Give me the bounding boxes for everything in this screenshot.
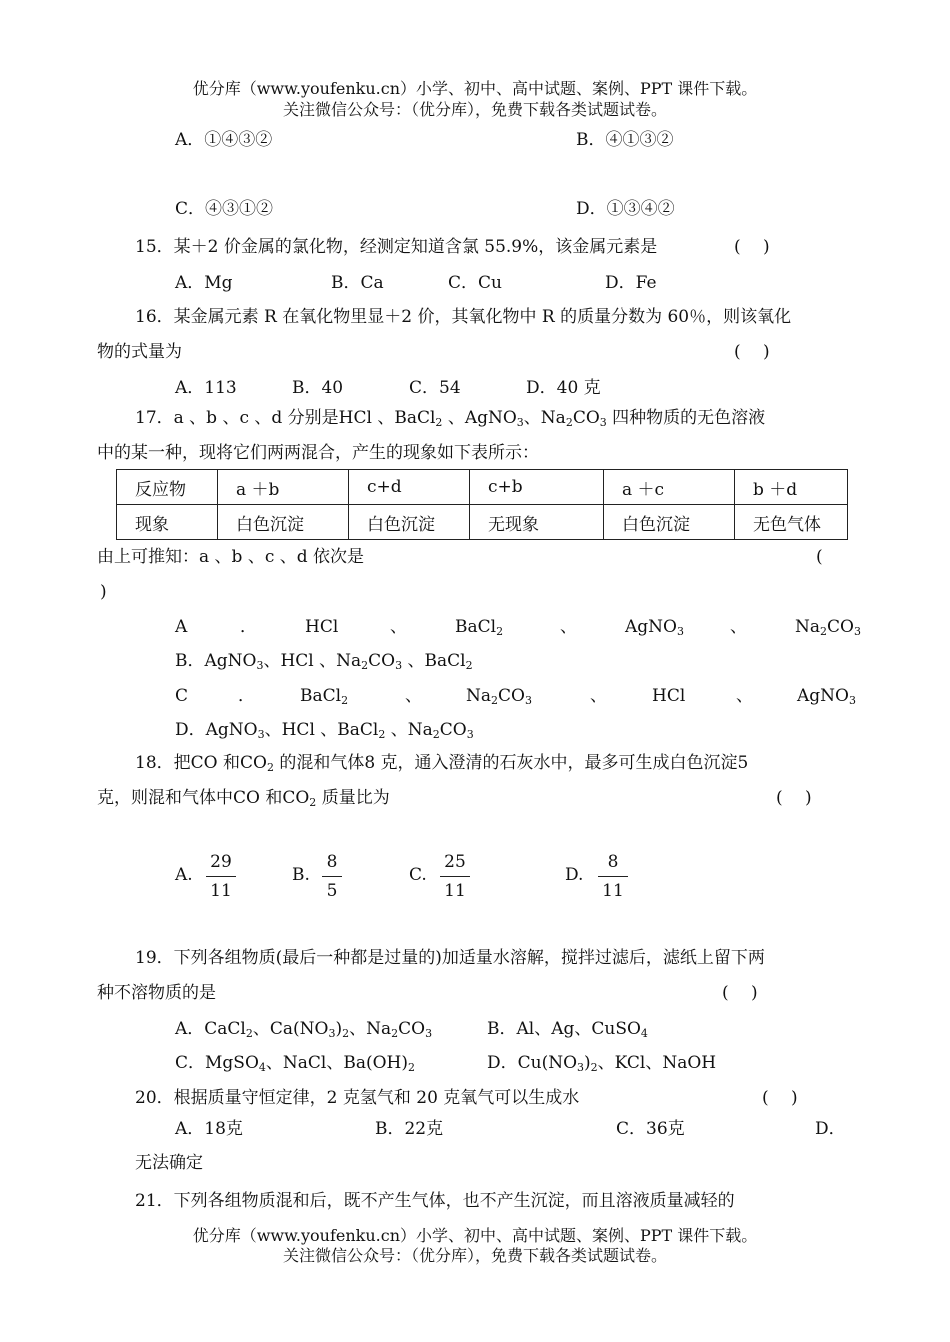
q15-option-c: C．Cu: [448, 273, 502, 293]
q17-option-d: D．AgNO$_3$、HCl 、BaCl$_2$ 、$Na_2CO_3$: [175, 720, 474, 741]
q17-option-a-4: $Na_2CO_3$: [795, 617, 861, 638]
q17-option-a-sep: 、: [390, 617, 407, 637]
q17-option-c-1: BaCl$_2$: [300, 686, 349, 707]
q18-option-a-fraction: [206, 851, 236, 902]
q15-option-a: A．Mg: [175, 273, 233, 293]
q18-stem-line1: 18．把CO 和$CO_2$ 的混和气体8 克，通入澄清的石灰水中，最多可生成白色沉淀5: [135, 753, 749, 774]
q17-option-a-3: AgNO$_3$: [625, 617, 684, 638]
q16-option-d: D．40 克: [526, 378, 601, 398]
q17-option-c-sep: 、: [590, 686, 607, 706]
q17-after-line: 由上可推知：a 、b 、c 、d 依次是: [97, 547, 365, 567]
q18-option-b-fraction: [322, 851, 342, 902]
q19-paren: ( ): [722, 983, 758, 1003]
q17-stem-line2: 中的某一种，现将它们两两混合，产生的现象如下表所示：: [97, 443, 539, 463]
page-footer-line1: 优分库（www.youfenku.cn）小学、初中、高中试题、案例、PPT 课件下载。: [192, 1226, 758, 1245]
table-cell: b ＋d: [735, 470, 848, 505]
q14-option-b: B．④①③②: [576, 130, 674, 150]
q21-stem: 21．下列各组物质混和后，既不产生气体，也不产生沉淀，而且溶液质量减轻的: [135, 1191, 735, 1211]
q17-paren-open: (: [816, 547, 823, 567]
denominator: 11: [444, 881, 466, 901]
reaction-table: [116, 469, 848, 540]
table-cell: 白色沉淀: [349, 505, 470, 540]
q17-option-c-2: $Na_2CO_3$: [466, 686, 532, 707]
q20-option-b: B．22克: [375, 1119, 444, 1139]
table-cell: 白色沉淀: [218, 505, 349, 540]
table-cell: 白色沉淀: [604, 505, 735, 540]
q14-option-a: A．①④③②: [175, 130, 273, 150]
page-header-line2: 关注微信公众号：（优分库），免费下载各类试题试卷。: [282, 100, 667, 119]
q20-option-c: C．36克: [616, 1119, 685, 1139]
q17-option-c-sep: 、: [736, 686, 753, 706]
q16-stem-line1: 16．某金属元素 R 在氧化物里显＋2 价，其氧化物中 R 的质量分数为 60％，则该氧化: [135, 307, 792, 327]
numerator: 25: [444, 852, 466, 872]
q17-stem-line1: 17．a 、b 、c 、d 分别是HCl 、BaCl$_2$ 、AgNO$_3$、$Na_2CO_3$ 四种物质的无色溶液: [135, 408, 766, 429]
q20-stem: 20．根据质量守恒定律，2 克氢气和 20 克氧气可以生成水: [135, 1088, 580, 1108]
denominator: 11: [210, 881, 232, 901]
q17-option-c-label: C: [175, 686, 189, 706]
table-cell: 现象: [117, 505, 218, 540]
q17-option-a-sep: 、: [730, 617, 747, 637]
q19-option-c: C．MgSO$_4$、NaCl、$Ba(OH)_2$: [175, 1053, 415, 1074]
q18-option-d-label: D.: [565, 865, 584, 885]
numerator: 8: [326, 852, 338, 872]
q18-stem-line2: 克，则混和气体中CO 和$CO_2$ 质量比为: [97, 788, 390, 809]
q16-option-b: B．40: [292, 378, 344, 398]
q18-option-d-fraction: [598, 851, 628, 902]
table-row: [117, 470, 848, 505]
q17-option-a-label: A: [175, 617, 188, 637]
q16-paren: ( ): [734, 342, 770, 362]
q17-option-a-1: HCl: [305, 617, 339, 637]
table-cell: a ＋c: [604, 470, 735, 505]
q15-paren: ( ): [734, 237, 770, 257]
q17-option-a-sep: 、: [560, 617, 577, 637]
q17-option-a-dot: ．: [240, 617, 257, 637]
q15-option-b: B．Ca: [331, 273, 384, 293]
q18-option-c-fraction: [440, 851, 470, 902]
q18-paren: ( ): [776, 788, 812, 808]
table-cell: 无现象: [470, 505, 604, 540]
q17-option-a-2: BaCl$_2$: [455, 617, 504, 638]
page-footer-line2: 关注微信公众号：（优分库），免费下载各类试题试卷。: [282, 1246, 667, 1265]
q14-option-c: C．④③①②: [175, 199, 274, 219]
q18-option-a-label: A.: [175, 865, 193, 885]
q20-option-a: A．18克: [175, 1119, 243, 1139]
q19-option-d: D．$Cu(NO_3)_2$、KCl、NaOH: [487, 1053, 717, 1074]
numerator: 8: [607, 852, 619, 872]
q17-option-c-4: AgNO$_3$: [797, 686, 856, 707]
q15-option-d: D．Fe: [605, 273, 657, 293]
table-cell: 无色气体: [735, 505, 848, 540]
table-row: [117, 505, 848, 540]
table-cell: a ＋b: [218, 470, 349, 505]
q19-option-a: A．CaCl$_2$、$Ca(NO_3)_2$、$Na_2CO_3$: [175, 1019, 433, 1040]
q14-option-d: D．①③④②: [576, 199, 675, 219]
denominator: 11: [602, 881, 624, 901]
q16-stem-line2: 物的式量为: [97, 342, 182, 362]
page-header-line1: 优分库（www.youfenku.cn）小学、初中、高中试题、案例、PPT 课件下载。: [192, 79, 758, 98]
q19-stem-line2: 种不溶物质的是: [97, 983, 216, 1003]
q20-option-d-text: 无法确定: [135, 1153, 203, 1173]
q16-option-a: A．113: [175, 378, 237, 398]
q20-option-d: D．: [815, 1119, 846, 1139]
table-cell: c+d: [349, 470, 470, 505]
q17-option-c-sep: 、: [405, 686, 422, 706]
q15-stem: 15．某＋2 价金属的氯化物，经测定知道含氯 55.9%，该金属元素是: [135, 237, 658, 257]
q17-option-b: B．AgNO$_3$、HCl 、$Na_2CO_3$ 、BaCl$_2$: [175, 651, 473, 672]
q18-option-b-label: B.: [292, 865, 310, 885]
q20-paren: ( ): [762, 1088, 798, 1108]
q17-paren-close: ): [100, 582, 107, 602]
q18-option-c-label: C.: [409, 865, 427, 885]
q17-option-c-3: HCl: [652, 686, 686, 706]
q17-option-c-dot: ．: [238, 686, 255, 706]
table-cell: 反应物: [117, 470, 218, 505]
table-cell: c+b: [470, 470, 604, 505]
q19-stem-line1: 19．下列各组物质(最后一种都是过量的)加适量水溶解，搅拌过滤后，滤纸上留下两: [135, 948, 765, 968]
numerator: 29: [210, 852, 232, 872]
q19-option-b: B．Al、Ag、CuSO$_4$: [487, 1019, 648, 1040]
denominator: 5: [326, 881, 338, 901]
q16-option-c: C．54: [409, 378, 461, 398]
